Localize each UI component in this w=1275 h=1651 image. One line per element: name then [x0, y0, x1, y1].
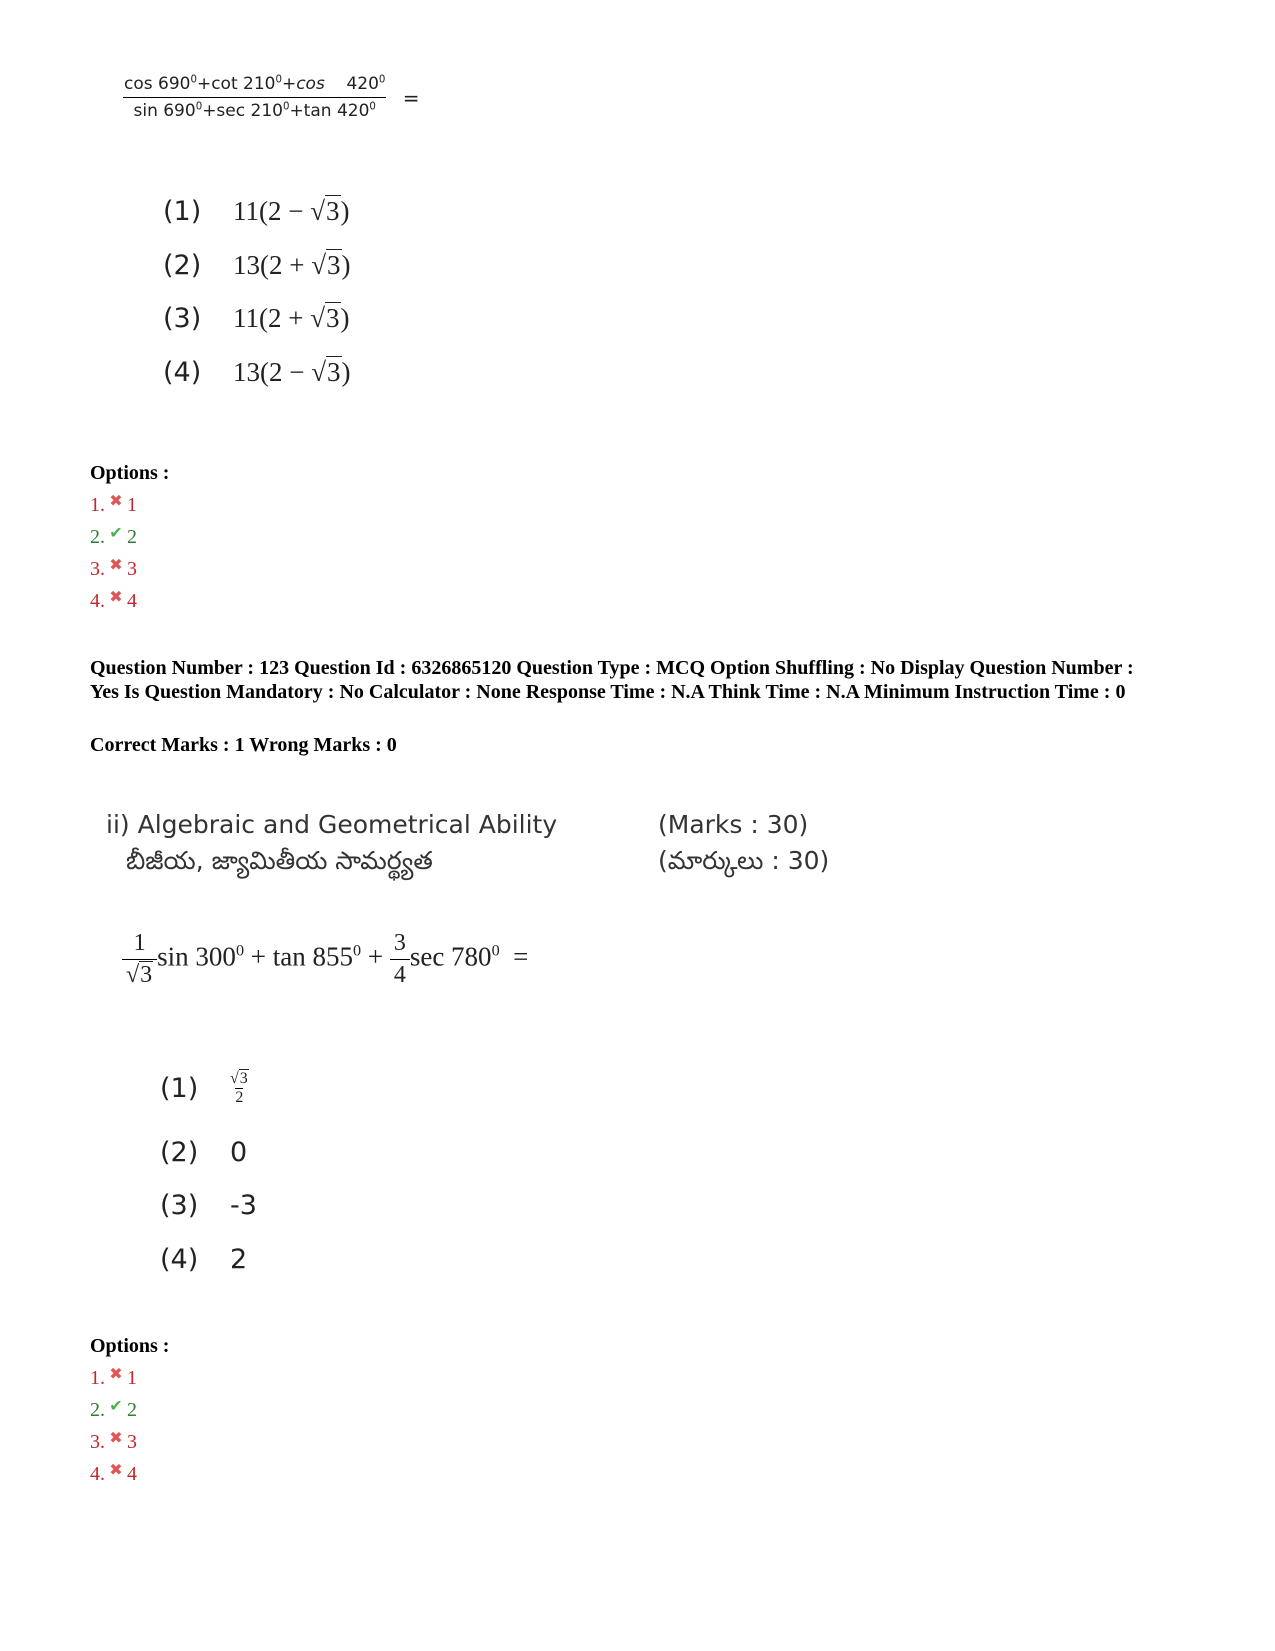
q1-numerator: $\cos 690^0+\cot$ $210^0+\cos$ $420^0$	[124, 74, 386, 94]
q2-option-1: 1. ✖ 1	[90, 1366, 137, 1389]
cross-icon: ✖	[109, 1430, 123, 1447]
question-meta: Question Number : 123 Question Id : 6326865120 Question Type : MCQ Option Shuffling : No Display Question Number : Yes Is Question Mandatory : No Calculator : None Response Time : N.A Think Time : N.A Minimum Instruction Time : 0	[90, 657, 1134, 703]
q2-expression: $\frac{1}{√3}$ $\sin 300^0 + \tan 855^0$ + $\frac{3}{4}$ $\sec 780^0$ =	[122, 930, 528, 989]
section-title-en: ii) Algebraic and Geometrical Ability	[106, 810, 558, 839]
q2-choice-3: (3) -3	[160, 1190, 257, 1221]
cross-icon: ✖	[109, 493, 123, 510]
q2-option-4: 4. ✖ 4	[90, 1462, 137, 1485]
q1-choice-3: (3) 11(2 + √3)	[163, 303, 350, 334]
q1-options-title: Options :	[90, 462, 170, 484]
check-icon: ✔	[109, 1398, 123, 1415]
q1-choice-2: (2) 13(2 + √3)	[163, 250, 351, 281]
check-icon: ✔	[109, 525, 123, 542]
q2-option-2: 2. ✔ 2	[90, 1398, 137, 1421]
section-marks-te: (మార్కులు : 30)	[658, 846, 830, 875]
q2-choice-4: (4) 2	[160, 1244, 248, 1275]
q2-option-3: 3. ✖ 3	[90, 1430, 137, 1453]
q1-option-1: 1. ✖ 1	[90, 493, 137, 516]
cross-icon: ✖	[109, 589, 123, 606]
q2-choice-1: (1) $\frac{√3}{2}$	[160, 1070, 248, 1106]
cross-icon: ✖	[109, 1366, 123, 1383]
q1-expression: $\frac{\cos 690^0+\cot 210^0+\cos 420^0}{\sin 690^0+\sec 210^0+\tan 420^0}$ =	[118, 74, 420, 121]
q1-option-3: 3. ✖ 3	[90, 557, 137, 580]
question-marks: Correct Marks : 1 Wrong Marks : 0	[90, 734, 397, 756]
q2-choice-2: (2) 0	[160, 1137, 248, 1168]
q1-choice-1: (1) 11(2 − √3)	[163, 196, 350, 227]
section-title-te: బీజీయ, జ్యామితీయ సామర్థ్యత	[126, 846, 433, 875]
q2-options-title: Options :	[90, 1335, 170, 1357]
cross-icon: ✖	[109, 1462, 123, 1479]
cross-icon: ✖	[109, 557, 123, 574]
q1-option-4: 4. ✖ 4	[90, 589, 137, 612]
q1-option-2: 2. ✔ 2	[90, 525, 137, 548]
section-marks-en: (Marks : 30)	[658, 810, 809, 839]
q1-choice-4: (4) 13(2 − √3)	[163, 357, 351, 388]
q1-denominator: $\sin 690^0+\sec$ $210^0+\tan$ $420^0$	[123, 97, 385, 121]
